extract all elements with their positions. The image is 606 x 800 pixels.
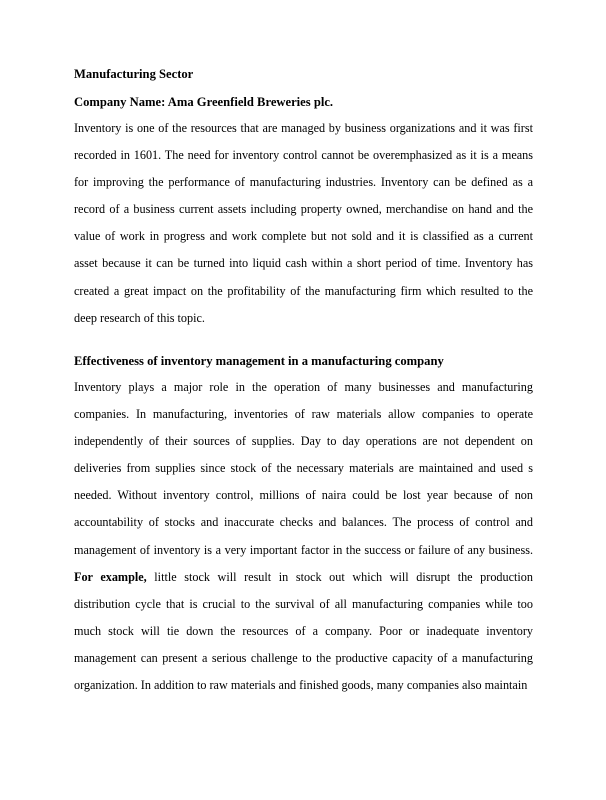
intro-line: deep research of this topic.	[74, 310, 205, 325]
intro-line: asset because it can be turned into liquid cash within a short period of time. Inventory has	[74, 256, 533, 271]
section-line: management of inventory is a very important factor in the success or failure of any business.	[74, 542, 533, 557]
section-heading: Effectiveness of inventory management in a manufacturing company	[74, 354, 444, 368]
example-first-line	[74, 564, 533, 591]
intro-line: value of work in progress and work complete but not sold and it is classified as a current	[74, 229, 533, 244]
example-line: distribution cycle that is crucial to the survival of all manufacturing companies while too	[74, 596, 533, 611]
intro-line: recorded in 1601. The need for inventory control cannot be overemphasized as it is a means	[74, 148, 533, 163]
sector-heading: Manufacturing Sector	[74, 67, 194, 81]
intro-line: for improving the performance of manufacturing industries. Inventory can be defined as a	[74, 175, 533, 190]
intro-paragraph	[74, 115, 533, 332]
intro-line: record of a business current assets including property owned, merchandise on hand and the	[74, 202, 533, 217]
section-line: independently of their sources of supplies. Day to day operations are not dependent on	[74, 434, 533, 449]
section-line: deliveries from supplies since stock of the necessary materials are maintained and used s	[74, 461, 533, 476]
section-line: accountability of stocks and inaccurate checks and balances. The process of control and	[74, 515, 533, 530]
example-line: organization. In addition to raw materials and finished goods, many companies also maintain	[74, 678, 528, 693]
section-line: Inventory plays a major role in the operation of many businesses and manufacturing	[74, 380, 533, 394]
section-line: needed. Without inventory control, millions of naira could be lost year because of non	[74, 488, 533, 503]
example-label: For example,	[74, 569, 147, 584]
example-line: much stock will tie down the resources of a company. Poor or inadequate inventory	[74, 623, 533, 638]
intro-line: created a great impact on the profitability of the manufacturing firm which resulted to the	[74, 283, 533, 298]
intro-line: Inventory is one of the resources that are managed by business organizations and it was first	[74, 121, 533, 135]
section-paragraph	[74, 374, 533, 699]
example-line: management can present a serious challenge to the productive capacity of a manufacturing	[74, 650, 533, 665]
section-line: companies. In manufacturing, inventories of raw materials allow companies to operate	[74, 407, 533, 422]
example-first-line-text: little stock will result in stock out which will disrupt the production	[146, 569, 533, 584]
company-heading: Company Name: Ama Greenfield Breweries plc.	[74, 95, 334, 109]
